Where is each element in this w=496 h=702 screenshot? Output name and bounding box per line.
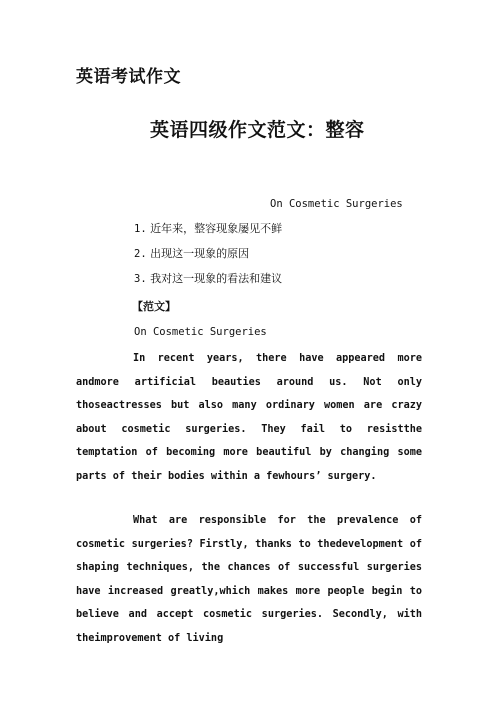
essay-title: On Cosmetic Surgeries <box>134 326 267 338</box>
outline-item-number: 1. <box>134 223 147 235</box>
outline-item <box>134 222 282 247</box>
outline-item-text: 近年来，整容现象屡见不鲜 <box>150 222 283 235</box>
outline-item-text: 我对这一现象的看法和建议 <box>150 272 283 285</box>
document-title: 英语四级作文范文：整容 <box>150 119 365 141</box>
outline-item <box>134 272 282 297</box>
outline-item-number: 2. <box>134 248 147 260</box>
sample-essay-label: 【范文】 <box>132 300 176 313</box>
document-header: 英语考试作文 <box>76 67 181 87</box>
essay-subtitle: On Cosmetic Surgeries <box>270 198 403 210</box>
outline-item-text: 出现这一现象的原因 <box>150 247 250 260</box>
essay-paragraph: In recent years, there have appeared more andmore artificial beauties around us. Not only thoseactresses but also many ordinary women are crazy about cosmetic surgeries. They fail to resistthe temptation of becoming more beautiful by changing some parts of their bodies within a fewhours’ surgery. <box>76 353 422 482</box>
outline-list <box>134 222 282 297</box>
outline-item-number: 3. <box>134 273 147 285</box>
essay-paragraph: What are responsible for the prevalence of cosmetic surgeries? Firstly, thanks to thedevelopment of shaping techniques, the chances of successful surgeries have increased greatly,which makes more people begin to believe and accept cosmetic surgeries. Secondly, with theimprovement of living <box>76 515 422 644</box>
outline-item <box>134 247 282 272</box>
